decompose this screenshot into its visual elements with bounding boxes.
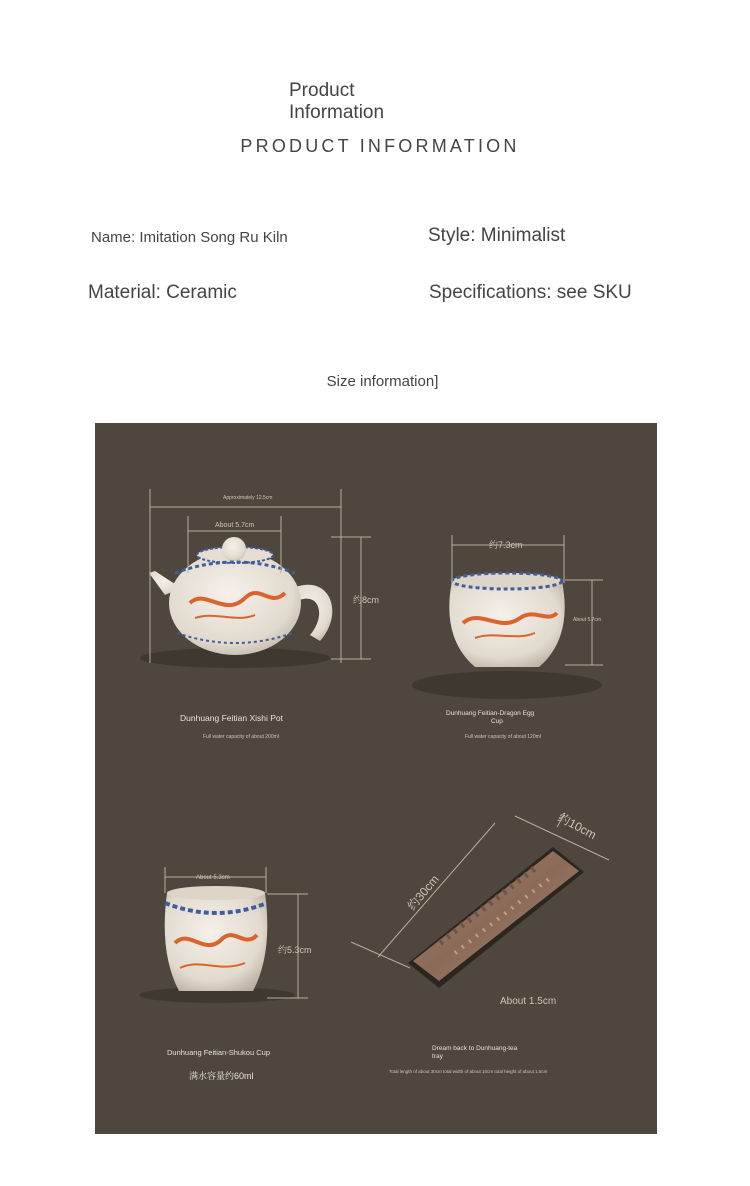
teapot-width-label: Approximately 12.5cm <box>223 495 273 501</box>
title-small-text: Product Information <box>289 80 385 123</box>
tea-tray-illustration <box>408 847 584 988</box>
teapot-height-label: 约8cm <box>353 595 380 605</box>
tea-tray-length-label: 约30cm <box>404 872 442 913</box>
shukou-cup-width-label: About 5.3cm <box>196 875 230 881</box>
teapot-illustration <box>140 537 332 668</box>
teapot-name: Dunhuang Feitian Xishi Pot <box>180 713 284 723</box>
section-title-caps: PRODUCT INFORMATION <box>240 136 520 156</box>
size-information-heading: Size information] <box>326 373 439 390</box>
tea-tray-name: Dream back to Dunhuang-tea tray <box>432 1045 518 1060</box>
spec-specifications: Specifications: see SKU <box>429 282 632 303</box>
section-title-small <box>289 80 409 124</box>
shukou-cup-name: Dunhuang Feitian-Shukou Cup <box>167 1048 270 1057</box>
egg-cup-width-label: 约7.3cm <box>489 540 523 550</box>
spec-style: Style: Minimalist <box>428 225 566 246</box>
teapot-inner-label: About 5.7cm <box>215 522 255 529</box>
tea-tray-note: Total length of about 30cm total width of about 10cm total height of about 1.5cm <box>389 1069 548 1074</box>
size-diagram-panel <box>95 423 657 1134</box>
shukou-cup-illustration <box>139 886 295 1003</box>
teapot-capacity: Full water capacity of about 200ml <box>203 734 279 740</box>
egg-cup-height-label: About 5.7cm <box>573 617 602 623</box>
size-diagram <box>95 423 657 1134</box>
egg-cup-name: Dunhuang Feitian-Dragon Egg Cup <box>446 710 535 725</box>
tea-tray-width-label: 约10cm <box>555 810 599 843</box>
egg-cup-illustration <box>412 573 602 699</box>
egg-cup-capacity: Full water capacity of about 120ml <box>465 734 541 740</box>
spec-material: Material: Ceramic <box>88 282 237 303</box>
shukou-cup-capacity: 满水容量约60ml <box>189 1071 254 1081</box>
shukou-cup-height-label: 约5.3cm <box>278 945 312 955</box>
tea-tray-height-label: About 1.5cm <box>500 996 557 1007</box>
spec-name: Name: Imitation Song Ru Kiln <box>91 229 288 246</box>
